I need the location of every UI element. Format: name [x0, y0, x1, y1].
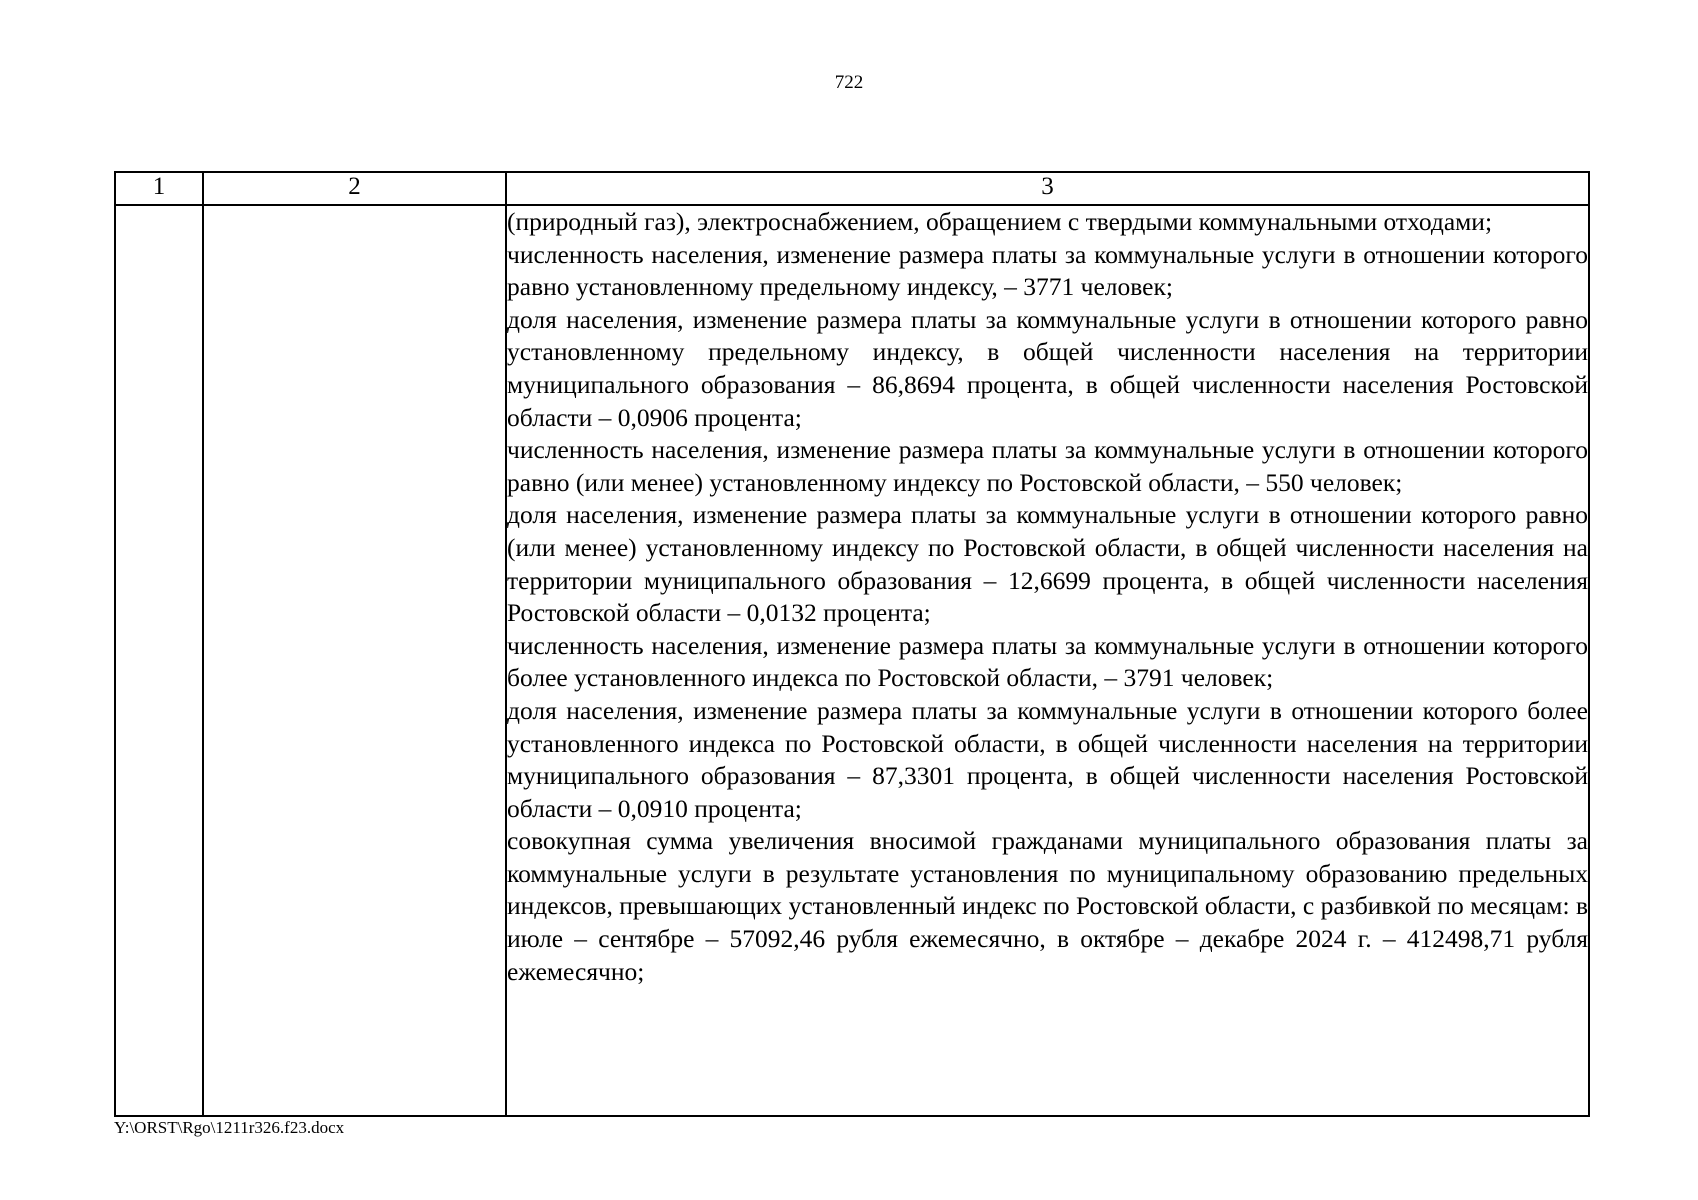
document-table — [114, 171, 1590, 1117]
file-path-footer: Y:\ORST\Rgo\1211r326.f23.docx — [114, 1118, 345, 1137]
cell-column-1 — [115, 205, 203, 1116]
page-number: 722 — [834, 72, 864, 93]
paragraph-total-increase-sum: совокупная сумма увеличения вносимой гражданами муниципального образования платы за коммунальные услуги в результате установления по муниципальному образованию предельных индексов, превышающих установленный индекс по Ростовской области, с разбивкой по месяцам: в июле – сентябре – 57092,46 рубля ежемесячно, в октябре – декабре 2024 г. – 412498,71 рубля ежемесячно; — [507, 826, 1588, 986]
paragraph-population-equal-or-less: численность населения, изменение размера платы за коммунальные услуги в отношении которого равно (или менее) установленному индексу по Ростовской области, – 550 человек; — [507, 435, 1588, 497]
paragraph-share-equal-or-less: доля населения, изменение размера платы за коммунальные услуги в отношении которого равно (или менее) установленному индексу по Ростовской области, в общей численности населения на территории муниципального образования – 12,6699 процента, в общей численности населения Ростовской области – 0,0132 процента; — [507, 500, 1588, 628]
cell-column-3 — [506, 205, 1589, 1116]
paragraph-population-equal-limit: численность населения, изменение размера платы за коммунальные услуги в отношении которого равно установленному предельному индексу, – 3771 человек; — [507, 239, 1588, 302]
column-header-2: 2 — [203, 172, 506, 205]
column-header-3: 3 — [506, 172, 1589, 205]
paragraph-share-above-index: доля населения, изменение размера платы за коммунальные услуги в отношении которого более установленного индекса по Ростовской области, в общей численности населения на территории муниципального образования – 87,3301 процента, в общей численности населения Ростовской области – 0,0910 процента; — [507, 695, 1588, 823]
column-header-1: 1 — [115, 172, 203, 205]
table-row — [115, 205, 1589, 1116]
cell-column-2 — [203, 205, 506, 1116]
paragraph-share-equal-limit: доля населения, изменение размера платы за коммунальные услуги в отношении которого равно установленному предельному индексу, в общей численности населения на территории муниципального образования – 86,8694 процента, в общей численности населения Ростовской области – 0,0906 процента; — [507, 304, 1588, 432]
table-header-row — [115, 172, 1589, 205]
paragraph-population-above-index: численность населения, изменение размера платы за коммунальные услуги в отношении которого более установленного индекса по Ростовской области, – 3791 человек; — [507, 630, 1588, 693]
paragraph-gas-electricity-waste: (природный газ), электроснабжением, обращением с твердыми коммунальными отходами; — [507, 207, 1493, 236]
